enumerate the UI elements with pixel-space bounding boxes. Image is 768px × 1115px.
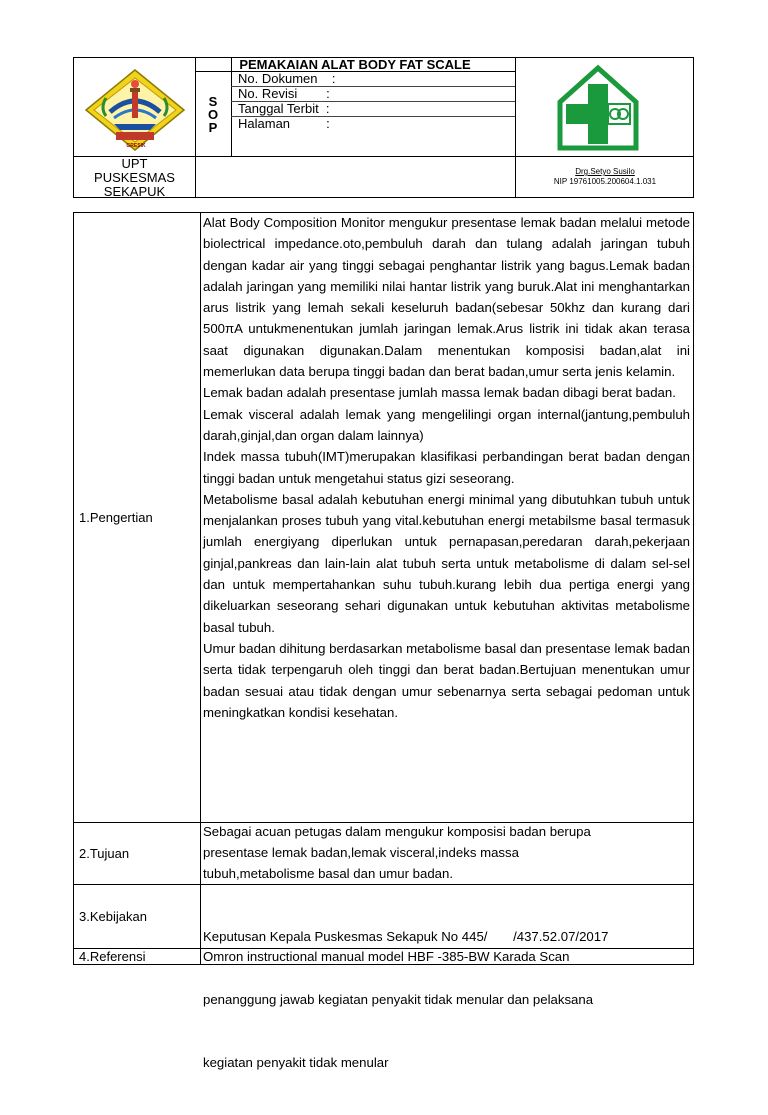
gresik-emblem-logo (84, 68, 186, 152)
paragraph: Indek massa tubuh(IMT)merupakan klasifikasi perbandingan berat badan dengan tinggi badan untuk mengetahui status gizi seseorang. (203, 449, 690, 486)
unit-line: SEKAPUK (103, 184, 166, 199)
unit-line: PUSKESMAS (94, 170, 175, 185)
paragraph: Alat Body Composition Monitor mengukur presentase lemak badan melalui metode biolectrical impedance.oto,pembuluh darah dan tulang adalah jaringan tubuh dengan kadar air yang tinggi sebagai penghantar listrik yang bagus.Lemak badan adalah jaringan yang memiliki nilai hantar listrik yang buruk.Alat ini menghantarkan arus listrik yang lemah sekali keseluruh badan(sebesar 50khz dan kurang dari 500πA untukmenentukan jumlah jaringan lemak.Arus listrik ini tidak akan terasa saat digunakan digunakan.Dalam menentukan komposisi badan,alat ini memerlukan data berupa tinggi badan dan berat badan,umur serta jenis kelamin. (203, 215, 690, 380)
text-line: presentase lemak badan,lemak visceral,indeks massa (203, 845, 519, 860)
text-line: Omron instructional manual model HBF -385-BW Karada Scan (203, 949, 570, 964)
text-line: kegiatan penyakit tidak menular (203, 1055, 389, 1070)
sop-letter: O (207, 106, 219, 122)
section-body-tujuan (203, 821, 690, 884)
sop-content-table (73, 212, 694, 1070)
paragraph: Metabolisme basal adalah kebutuhan energi minimal yang dibutuhkan tubuh untuk menjalankan proses tubuh yang vital.kebutuhan energi metabilsme basal termasuk jumlah energiyang diperlukan untuk pernapasan,peredaran darah,pekerjaan ginjal,pankreas dan lain-lain alat tubuh serta untuk metabolisme di dalam sel-sel dan untuk mempertahankan suhu tubuh.kurang lebih dua pertiga energi yang dikeluarkan seseorang sehari digunakan untuk kebutuhan aktivitas metabolisme basal tubuh. (203, 491, 690, 635)
unit-line: UPT (121, 156, 148, 171)
paragraph: Lemak badan adalah presentase jumlah massa lemak badan dibagi berat badan. (203, 385, 676, 401)
signatory-block (516, 157, 694, 198)
section-body-kebijakan (203, 884, 690, 1115)
section-label-referensi: 4.Referensi (79, 949, 146, 964)
section-body-referensi (203, 948, 690, 965)
sop-letter: S (208, 93, 218, 109)
text-line: tubuh,metabolisme basal dan umur badan. (203, 866, 453, 881)
text-line: penanggung jawab kegiatan penyakit tidak menular dan pelaksana (203, 992, 594, 1007)
divider (200, 213, 201, 964)
doc-number-field: No. Dokumen : (238, 71, 336, 86)
page-field: Halaman : (238, 116, 330, 131)
sop-vertical-label (195, 72, 231, 156)
section-body-pengertian (203, 212, 690, 723)
issue-date-field: Tanggal Terbit : (238, 101, 330, 116)
unit-name (74, 157, 195, 198)
section-label-kebijakan: 3.Kebijakan (79, 908, 147, 924)
signatory-nip: NIP 19761005.200604.1.031 (553, 177, 657, 186)
puskesmas-logo (552, 62, 644, 154)
paragraph: Umur badan dihitung berdasarkan metabolisme basal dan presentase lemak badan serta tidak terpengaruh oleh tinggi dan berat badan.Bertujuan menentukan umur badan sesuai atau tidak dengan umur sebenarnya serta sebagai pedoman untuk meningkatkan kondisi kesehatan. (203, 640, 690, 720)
divider (231, 58, 232, 156)
section-label-tujuan: 2.Tujuan (79, 845, 130, 861)
text-line: Sebagai acuan petugas dalam mengukur komposisi badan berupa (203, 824, 591, 839)
paragraph: Lemak visceral adalah lemak yang mengelilingi organ internal(jantung,pembuluh darah,ginjal,dan organ dalam lainnya) (203, 406, 690, 443)
section-label-pengertian: 1.Pengertian (79, 510, 153, 525)
document-title: PEMAKAIAN ALAT BODY FAT SCALE (239, 57, 471, 72)
emblem-caption: GRESIK (126, 143, 146, 149)
sop-letter: P (208, 119, 218, 135)
revision-field: No. Revisi : (238, 86, 330, 101)
text-line: Keputusan Kepala Puskesmas Sekapuk No 445/ /437.52.07/2017 (203, 929, 609, 944)
sop-header-table (73, 57, 694, 198)
signatory-name: Drg.Setyo Susilo (575, 167, 635, 176)
